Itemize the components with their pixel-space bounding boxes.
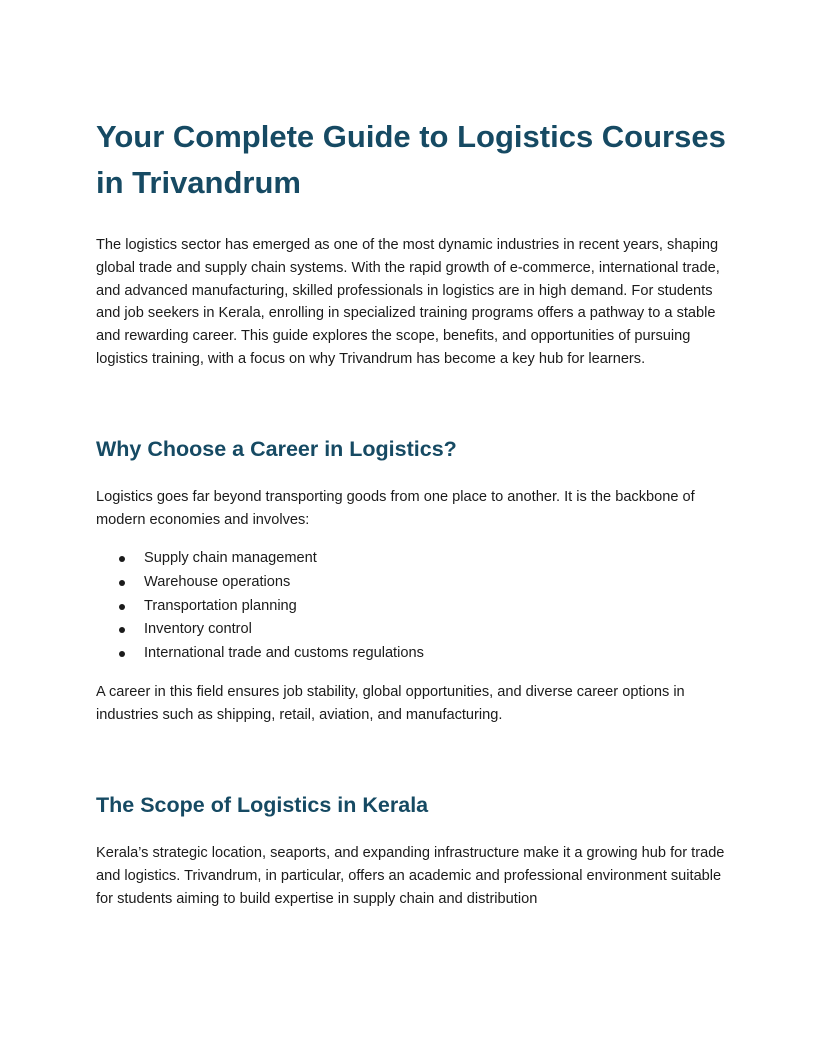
bullet-icon — [119, 627, 125, 633]
list-item — [96, 642, 728, 666]
list-item-text: Warehouse operations — [144, 573, 291, 590]
document-page — [96, 114, 728, 910]
list-item — [96, 595, 728, 619]
list-item — [96, 547, 728, 571]
section-heading-why-logistics: Why Choose a Career in Logistics? — [96, 436, 457, 461]
list-item-text: Transportation planning — [144, 597, 297, 614]
document-title: Your Complete Guide to Logistics Courses in Trivandrum — [96, 119, 726, 200]
bullet-icon — [119, 651, 125, 657]
list-item — [96, 571, 728, 595]
logistics-areas-list — [96, 547, 728, 665]
list-item — [96, 618, 728, 642]
list-item-text: Supply chain management — [144, 550, 317, 567]
list-item-text: International trade and customs regulations — [144, 644, 424, 661]
scope-paragraph-1: Kerala’s strategic location, seaports, and expanding infrastructure make it a growing hub for trade and logistics. Trivandrum, in particular, offers an academic and professional environment suitable for students aiming to build expertise in supply chain and distribution — [96, 844, 725, 907]
section-heading-scope-kerala: The Scope of Logistics in Kerala — [96, 792, 429, 817]
bullet-icon — [119, 604, 125, 610]
intro-paragraph: The logistics sector has emerged as one of the most dynamic industries in recent years, shaping global trade and supply chain systems. With the rapid growth of e-commerce, international trade, and advanced manufacturing, skilled professionals in logistics are in high demand. For students and job seekers in Kerala, enrolling in specialized training programs offers a pathway to a stable and rewarding career. This guide explores the scope, benefits, and opportunities of pursuing logistics training, with a focus on why Trivandrum has become a key hub for learners. — [96, 237, 720, 367]
why-paragraph-1: Logistics goes far beyond transporting goods from one place to another. It is the backbone of modern economies and involves: — [96, 488, 695, 528]
bullet-icon — [119, 556, 125, 562]
why-paragraph-2: A career in this field ensures job stability, global opportunities, and diverse career options in industries such as shipping, retail, aviation, and manufacturing. — [96, 684, 685, 724]
bullet-icon — [119, 580, 125, 586]
list-item-text: Inventory control — [144, 621, 252, 638]
